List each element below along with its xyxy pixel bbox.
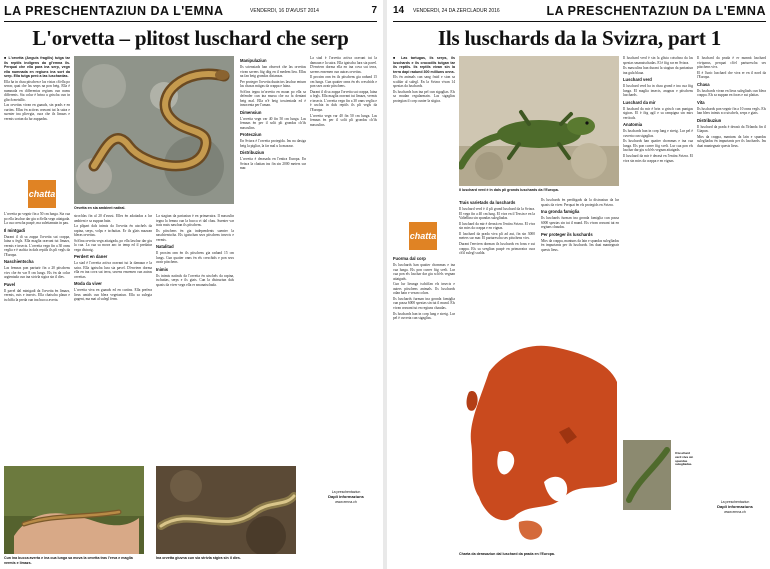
article-column-1b (393, 254, 455, 554)
map-caption: Charta da derasaziun dal luschard da prada en l'Europa. (459, 552, 555, 556)
closeup-photo (156, 466, 296, 554)
body-paragraph: Per proteger l'orvetta duain ins laschar enturn las chasas mitgas da crappa e laina. (240, 79, 306, 89)
body-paragraph: Ils scienziads han observà che las orvettas vivan savens fitg ditg en il medem lieu. Ellas na fan betg grondas distanzas. (240, 65, 306, 78)
snake-photo (74, 56, 234, 204)
body-paragraph: Ils luschards han quatter chommas e ina cua lunga. Els pon currer fitg svelt. Lur cua pon els laschar dar giu sch'els vegnan attatgads. (393, 263, 455, 281)
article-column-5 (697, 56, 766, 486)
body-paragraph: Cun lur lieunga tschiffan els insects e auters pitschens animals. Ils luschards odan bain e vesan colurs. (393, 282, 455, 296)
body-paragraph: Durant il di sa zuppa l'orvetta sut crappa, laina u fegls. Ella maglia oravant tut limazs, vermis e insects. L'orvetta vegn fin a 30 onns veglia e è uschia in dals reptils ils pli vegls da l'Europa. (310, 89, 377, 112)
page-number: 14 (393, 5, 405, 16)
info-box (705, 500, 765, 514)
body-paragraph: La stagiun da pariaziun è en primavaira. Il masculin tegna la femna cun la bucca vi dal chau. Suenter var trais mais naschan ils pitschens. (156, 214, 234, 227)
info-box (316, 490, 376, 504)
subheading: Distribuziun (240, 150, 265, 156)
body-paragraph: Ils pitschens èn gia independents suenter la naschientscha. Els tgatschan sezs pitschens insects e vermis. (156, 228, 234, 242)
sidebar-photo (623, 440, 671, 510)
subheading: Dimensiun (240, 109, 262, 115)
body-paragraph: La stad è l'orvetta activa oravant tut la damaun e la saira. Ella tgatscha lura sia pavel. D'enviern dorma ella en ina cova sut terra, savens ensemen cun autras orvettas. (74, 261, 152, 279)
photo-caption: Orvetta en sia ambient natiral. (74, 206, 126, 210)
masthead-rule (393, 21, 766, 22)
subheading: Protecziun (240, 132, 262, 138)
body-paragraph: Ils luschards furman ina gronda famiglia cun passa 6000 spezias sin tut il mund. Els vivan oravant tut en regiuns chaudas. (541, 216, 619, 229)
distribution-map (459, 332, 619, 550)
masthead (393, 3, 766, 21)
body-paragraph: Il luschard da prada è er numnà luschard viviparus, perquai ch'el parturescha ses pitschens vivs. (697, 56, 766, 69)
article-lead: ■ L'orvetta (Anguis fragilis) tutga tar ils reptils indigens da gl'emna ils. Perquai che ella para ina serp, vegn ella numnada en regiuns ina sort da serp. Ella tutga però a las luschardas. (4, 56, 70, 78)
subheading: Natalitad (156, 244, 174, 250)
body-paragraph: Ils luschards furman ina gronda famiglia cun passa 6000 spezias sin tut il mund. Els vivan oravant tut en regiuns chaudas. (393, 296, 455, 310)
newspaper-title: LA PRESCHENTAZIUN DA L'EMNA (546, 4, 766, 18)
subheading: Vita (697, 99, 705, 105)
europe-map-illustration (459, 332, 619, 550)
photo-caption: Cun ina bucca averta e ina cua lunga sa mova la orvetta tras l'erva e maglia vermis e limazs. (4, 556, 133, 565)
body-paragraph: Ils inimis natirals da l'orvetta èn utschels da rapina, tschuttas, serps e ils giats. Cun la distruziun dals spazis da viver vegn ella er smanatschada. (156, 273, 234, 287)
subheading: Anatomia (623, 122, 643, 128)
right-page (389, 0, 770, 569)
photo-caption: Il luschard verd è in dals pli gronds luschards da l'Europa. (459, 188, 559, 192)
subheading: Distribuziun (697, 117, 722, 123)
body-paragraph: Il pavel dal mintgadi da l'orvetta èn limazs, vermis, ruts e insects. Ella chatscha plaun e tschiffa la preda cun ina bucca averta. (4, 288, 70, 302)
body-paragraph: Ils luschards han quatter chommas e ina cua lunga. Els pon currer fitg svelt. Lur cua pon els laschar dar giu sch'els vegnan attatgads. (623, 139, 693, 153)
body-paragraph: Il luschard da prada è derasà da l'Irlanda fin il Giapun. (697, 124, 766, 134)
body-paragraph: Il luschard da mir è derasà en l'entira Svizra. El viva sin mirs da crappa e en vignas. (459, 221, 535, 231)
body-paragraph: L'orvetta po vegnir fin a 50 cm lunga. Sia cua po ella laschar dar giu sch'ella vegn attatgada. La cua crescha puspè, ma sulettamain in pau. (4, 212, 70, 225)
subheading: Manipulaziun (240, 58, 267, 63)
subheading: Pavel (4, 281, 15, 287)
body-paragraph: strochlas fin al 20 d'avust. Elles èn adattadas a lur ambient e sa zuppan bain. (74, 214, 152, 223)
body-paragraph: Ils luschards èn perditgads da la distruziun da lur spazis da viver. Perquai èn els protegids en Svizra. (541, 198, 619, 207)
body-paragraph: Ils masculins han durant la stagiun da pariaziun ina gula blaua. (623, 66, 693, 75)
subheading: Luschard verd (623, 77, 652, 83)
body-paragraph: Las femnas pon parturir fin a 20 pitschens vivs che èn var 8 cm lungs. Els èn da colur argientada cun ina strivla stgira sin il dies. (4, 266, 70, 279)
article-headline: Ils luschards da la Svizra, part 1 (437, 26, 722, 50)
body-paragraph: Els èn animals cun sang fraid e ston sa scaldar al sulegl. En la Svizra vivan 14 spezias da luschards. (393, 75, 455, 89)
green-lizard-illustration (459, 56, 619, 186)
photo-caption: Ina orvetta giuvna cun sia strivla stgira sin il dies. (156, 556, 241, 560)
article-headline: L'orvetta – plitost luschard che serp (32, 26, 349, 50)
body-paragraph: L'orvetta vegn var 40 fin 50 cm lunga. Las femnas èn per il solit pli grondas ch'ils masculins. (240, 116, 306, 130)
info-label: La preschentaziun (720, 500, 750, 504)
page-number: 7 (371, 5, 377, 16)
subheading: Per proteger ils luschards (541, 231, 593, 237)
subheading: Il mintgadi (4, 227, 25, 233)
info-title: Dapli informaziuns (328, 494, 364, 500)
article-lead: ■ Las tartugas, ils serps, ils luschards e ils crocodils tutgan tar ils reptils. Ils reptils vivan sin la terra dapi radund 300 milliuns onns. (393, 56, 455, 74)
sidebar-caption: Il luschard verd viva sin spundas sulegliadas. (675, 451, 694, 467)
page-gutter (383, 0, 387, 569)
subheading: Inimis (156, 266, 169, 272)
body-paragraph: Sch'ina orvetta vegn attatgada, po ella laschar dar giu la cua. La cua sa mova anc in temp ed il predatur vegn distratg. (74, 238, 152, 252)
subheading: Chasa (697, 81, 710, 87)
body-paragraph: Il luschard verd è sin la glista cotschna da las spezias smanatschadas. El è fitg rar en Svizra. (623, 56, 693, 65)
body-paragraph: Las orvettas vivan en guauds, sin prads e en curtins. Ellas èn activas oravant tut la saira e suenter ina plievgia, cura che ils limazs e vermis sortan da lur zuppadas. (4, 103, 70, 121)
issue-date: VENDERDI, 24 DA ZERCLADUR 2016 (413, 8, 500, 14)
body-paragraph: Mirs da crappa, mantuns da lain e spundas sulegliadas èn impurtants per ils luschards. Ins duai mantegnair quests lieus. (541, 238, 619, 252)
article-column-4 (240, 56, 306, 486)
body-paragraph: Mirs da crappa, mantuns da lain e spundas sulegliadas èn impurtants per ils luschards. Ins duai mantegnair quests lieus. (697, 134, 766, 148)
body-paragraph: Ils luschards vivan en lieus sulegliads cun blera crappa. Els sa zuppan en foras e sut plattas. (697, 88, 766, 98)
body-paragraph: Il luschard da mir è derasà en l'entira Svizra. El viva sin mirs da crappa e en vignas. (623, 154, 693, 163)
lizard-photo (459, 56, 619, 186)
issue-date: VENDERDI, 16 D'AVUST 2014 (250, 8, 319, 14)
article-column-5 (310, 56, 377, 486)
chatta-logo: chatta (28, 180, 56, 208)
masthead (4, 3, 377, 21)
info-label: La preschentaziun (331, 490, 361, 494)
newspaper-title: LA PRESCHENTAZIUN DA L'EMNA (4, 4, 224, 18)
subheading: Naschientscha (4, 259, 34, 264)
subheading: Fuorma dal corp (393, 256, 426, 261)
chatta-logo: chatta (409, 222, 437, 250)
info-url: www.emna.ch (335, 499, 357, 504)
subheading: Ina gronda famiglia (541, 209, 580, 214)
body-paragraph: Ils luschards han ina pel cun stgaglias. Els sa mudan regularmain. Las stgaglias protegian il corp cunter la sitgira. (393, 89, 455, 103)
body-paragraph: Durant l'enviern dorman ils luschards en foras e sut crappa. Els sa sveglian puspè en primavaira cura ch'il sulegl scalda. (459, 242, 535, 256)
body-paragraph: Il luschard verd ha in chau grond e ina cua fitg lunga. El maglia insects, aragnas e pitschens luschards. (623, 84, 693, 98)
subheading: Luschard da mir (623, 99, 656, 105)
body-paragraph: Ils luschards pon vegnir fin a 10 onns vegls. Els han blers inimis sco utschels, serps e giats. (697, 106, 766, 116)
body-paragraph: L'orvetta è derasada en l'entira Europa. En Svizra la chattan ins fin sin 2000 meters sur mar. (240, 157, 306, 171)
body-paragraph: Durant il di sa zuppa l'orvetta sut crappa, laina u fegls. Ella maglia oravant tut limazs, vermis e insects. L'orvetta vegn fin a 30 onns veglia e è uschia in dals reptils ils pli vegls da l'Europa. (4, 234, 70, 257)
lizard-sidebar-illustration (623, 440, 671, 510)
body-paragraph: La plipart dals inimis da l'orvetta èn utschels da rapina, serps, volps e tschuttas. Er ils glats mazzan bleras orvettas. (74, 224, 152, 238)
body-paragraph: Sch'ins tegna in'orvetta en maun po ella sa defender cun ina mursa che na fa dentant betg mal. Ella n'è betg tossientada ed è innocenta per l'uman. (240, 89, 306, 108)
hand-photo (4, 466, 144, 554)
article-column-3 (541, 198, 619, 328)
body-paragraph: Il luschard da prada viva pli ad aut, fin sin 3000 meters sur mar. El parturescha ses pitschens vivs. (459, 231, 535, 241)
body-paragraph: L'orvetta viva en guauds ed en curtins. Ella prefera lieus umids cun blera vegetaziun. Ella sa sulegia gugent, ma mai al sulegl ferm. (74, 288, 152, 302)
info-url: www.emna.ch (724, 509, 746, 514)
article-column-4 (623, 56, 693, 496)
body-paragraph: Ella ha in chau pitschen e las vistas ch'ella po serrar, quai che las serps na pon betg. Ella è numnada en differentas regiuns cun nums differents. Sia colur è brina u grischa cun in glisch metallic. (4, 79, 70, 102)
body-paragraph: Il luschard da mir è brin u grisch cun puntgas stgiras. El è fitg agil e sa rampigna sin mirs verticals. (623, 106, 693, 120)
body-paragraph: L'orvetta vegn var 40 fin 50 cm lunga. Las femnas èn per il solit pli grondas ch'ils masculins. (310, 113, 377, 127)
hand-with-lizard-illustration (4, 466, 144, 554)
subheading: Moda da viver (74, 281, 102, 287)
body-paragraph: En Svizra è l'orvetta protegida. Ins na dastga betg la pigliar, la far mal u la mazzar. (240, 139, 306, 148)
young-slowworm-illustration (156, 466, 296, 554)
info-title: Dapli informaziuns (717, 504, 753, 510)
article-column-1 (393, 56, 455, 216)
masthead-rule (4, 21, 377, 22)
body-paragraph: El è l'unic luschard che viva er en il nord da l'Europa. (697, 70, 766, 80)
subheading: Perdert en daner (74, 254, 108, 260)
body-paragraph: Il luschard verd è il pli grond luschard da la Svizra. El vegn fin a 40 cm lung. El viva en il Tessin e en la Valtellina sin spundas sulegliadas. (459, 207, 535, 220)
body-paragraph: La stad è l'orvetta activa oravant tut la damaun e la saira. Ella tgatscha lura sia pavel. D'enviern dorma ella en ina cova sut terra, savens ensemen cun autras orvettas. (310, 56, 377, 74)
body-paragraph: Il proxim onn èn ils pitschens gia radund 15 cm lungs. Cun quatter onns èn els creschids e pon sezs avair pitschens. (156, 251, 234, 265)
body-paragraph: Il proxim onn èn ils pitschens gia radund 15 cm lungs. Cun quatter onns èn els creschids e pon sezs avair pitschens. (310, 75, 377, 89)
article-column-2 (459, 198, 535, 328)
left-page (0, 0, 381, 569)
snake-illustration (74, 56, 234, 204)
body-paragraph: Ils luschards han in corp lung e stretg. Lur pel è cuverta cun stgaglias. (393, 311, 455, 321)
subheading: Trais varietads da luschards (459, 200, 516, 205)
body-paragraph: Ils luschards han in corp lung e stretg. Lur pel è cuverta cun stgaglias. (623, 129, 693, 138)
